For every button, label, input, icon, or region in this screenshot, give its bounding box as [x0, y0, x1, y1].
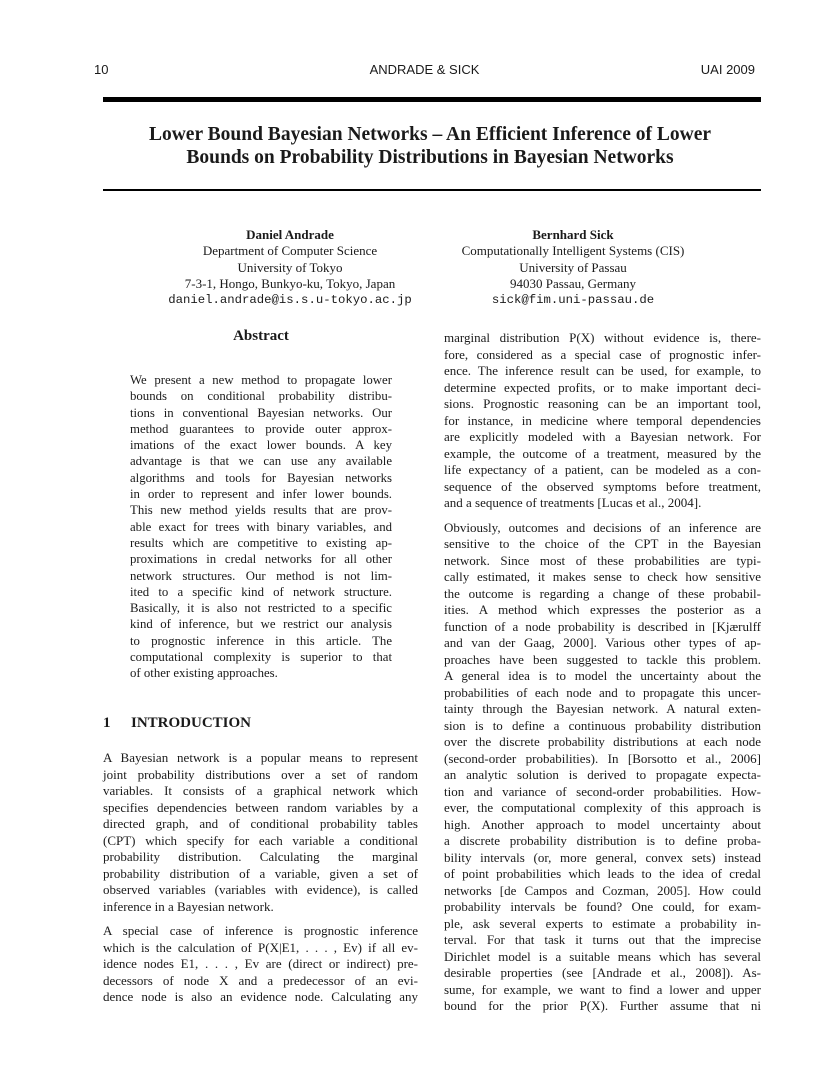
title-top-rule: [103, 97, 761, 102]
text-line: tions in conventional Bayesian networks. Our: [130, 405, 392, 420]
text-line: networks [de Campos and Cozman, 2005]. How could: [444, 882, 761, 898]
text-line: A Bayesian network is a popular means to represent: [103, 750, 418, 765]
text-line: probabilities of each node and to propagate this uncer-: [444, 684, 761, 700]
text-line: ities. A method which expresses the posterior as a: [444, 602, 761, 617]
text-line: of point probabilities which leads to the idea of credal: [444, 866, 761, 881]
text-line: bility intervals (or, more general, convex sets) instead: [444, 849, 761, 865]
running-header: [94, 62, 755, 78]
text-line: method guarantees to provide outer approx-: [130, 421, 392, 436]
author-affiliation: University of Tokyo: [237, 259, 343, 275]
text-line: advantage is that we can use any available: [130, 454, 392, 469]
text-line: proaches have been suggested to tackle this problem.: [444, 651, 761, 667]
author-affiliation: University of Passau: [519, 259, 627, 275]
section-number: 1: [103, 715, 111, 731]
text-line: dence node is also an evidence node. Calculating any: [103, 989, 418, 1004]
author-name: Bernhard Sick: [532, 227, 614, 242]
text-line: algorithms and tools for Bayesian networks: [130, 470, 392, 485]
text-line: specifies dependencies between random variables by a: [103, 799, 418, 815]
text-line: over the discrete probability distributions at each node: [444, 734, 761, 749]
text-line: directed graph, and of conditional probability tables: [103, 816, 418, 831]
section-heading: [103, 715, 251, 732]
text-line: variables. It consists of a graphical network which: [103, 783, 418, 798]
text-line: of other existing approaches.: [130, 666, 278, 681]
text-line: probability intervals be found? One could, for exam-: [444, 899, 761, 914]
text-line: sequence of the observed symptoms before treatment,: [444, 478, 761, 494]
text-line: We present a new method to propagate lower: [130, 373, 392, 387]
text-line: probability distribution. Calculating the marginal: [103, 849, 418, 864]
author-affiliation: Computationally Intelligent Systems (CIS): [461, 243, 685, 259]
text-line: bound for the prior P(X). Further assume that ni: [444, 998, 761, 1013]
text-line: and a sequence of treatments [Lucas et al., 2004].: [444, 495, 702, 510]
text-line: terval. For that task it turns out that the imprecise: [444, 932, 761, 947]
left-column-text: [103, 750, 418, 1014]
text-line: sensitive to the choice of the CPT in the Bayesian: [444, 536, 761, 551]
title-line-2: Bounds on Probability Distributions in Bayesian Networks: [186, 147, 674, 168]
abstract-body: [130, 372, 392, 682]
text-line: high. Another approach to model uncertainty about: [444, 816, 761, 832]
text-line: cally estimated, it makes sense to check how sensitive: [444, 569, 761, 584]
text-line: ever, the computational complexity of this approach is: [444, 800, 761, 815]
title-bottom-rule: [103, 189, 761, 191]
running-authors: ANDRADE & SICK: [369, 62, 480, 77]
text-line: able exact for trees with binary variables, and: [130, 519, 392, 534]
author-block-1: [150, 227, 430, 308]
text-line: sion is to define a continuous probability distribution: [444, 717, 761, 733]
author-name: Daniel Andrade: [246, 227, 334, 242]
text-line: observed variables (variables with evidence), is called: [103, 882, 418, 897]
text-line: (second-order probabilities). In [Borsotto et al., 2006]: [444, 750, 761, 766]
text-line: results which are competitive to existing ap-: [130, 535, 392, 550]
text-line: joint probability distributions over a set of random: [103, 766, 418, 782]
text-line: Dirichlet model is a suitable means which has several: [444, 948, 761, 964]
text-line: inference in a Bayesian network.: [103, 898, 274, 914]
author-block-2: [430, 227, 716, 308]
text-line: the outcome is regarding a change of these probabil-: [444, 585, 761, 601]
text-line: Basically, it is also not restricted to a specific: [130, 601, 392, 616]
text-line: proximations in credal networks for all other: [130, 552, 392, 567]
text-line: ence. The inference result can be used, for example, to: [444, 363, 761, 378]
text-line: an analytic solution is derived to propagate expecta-: [444, 767, 761, 782]
text-line: desirable properties (see [Andrade et al., 2008]). As-: [444, 965, 761, 980]
text-line: network structures. Our method is not lim-: [130, 568, 392, 583]
text-line: fore, considered as a special case of prognostic infer-: [444, 346, 761, 362]
text-line: A general idea is to model the uncertainty about the: [444, 668, 761, 683]
text-line: and van der Gaag, 2000]. Various other types of ap-: [444, 635, 761, 650]
text-line: sions. Prognostic reasoning can be an important tool,: [444, 396, 761, 411]
venue-label: UAI 2009: [700, 62, 755, 77]
text-line: network. Since most of these probabilities are typi-: [444, 552, 761, 568]
author-address: 94030 Passau, Germany: [509, 275, 636, 291]
text-line: Obviously, outcomes and decisions of an inference are: [444, 519, 761, 535]
abstract-heading: Abstract: [233, 328, 289, 344]
text-line: computational complexity is superior to that: [130, 650, 392, 665]
page-number: 10: [94, 62, 109, 77]
paragraph: [444, 520, 761, 1015]
text-line: decessors of node X and a predecessor of an evi-: [103, 972, 418, 988]
text-line: life expectancy of a patient, can be modeled as a con-: [444, 462, 761, 477]
section-title: INTRODUCTION: [131, 715, 252, 731]
text-line: marginal distribution P(X) without evidence is, there-: [444, 330, 761, 345]
text-line: function of a node probability is described in [Kjærulff: [444, 618, 761, 634]
text-line: which is the calculation of P(X|E1, . . . , Ev) if all ev-: [103, 939, 418, 955]
author-affiliation: Department of Computer Science: [202, 243, 378, 259]
text-line: a discrete probability distribution is to define proba-: [444, 833, 761, 848]
author-email: daniel.andrade@is.s.u-tokyo.ac.jp: [168, 293, 412, 308]
text-line: sume, for example, we want to find a lower and upper: [444, 981, 761, 997]
text-line: for instance, in medicine where temporal dependencies: [444, 412, 761, 428]
title-line-1: Lower Bound Bayesian Networks – An Efficient Inference of Lower: [148, 124, 712, 145]
text-line: to prognostic inference in this article. The: [130, 633, 392, 648]
text-line: in order to represent and infer lower bounds.: [130, 487, 392, 502]
text-line: ple, ask several experts to estimate a probability in-: [444, 915, 761, 931]
text-line: are explicitly modeled with a Bayesian network. For: [444, 429, 761, 444]
paragraph: [444, 330, 761, 512]
text-line: determine expected profits, or to make important deci-: [444, 379, 761, 395]
author-address: 7-3-1, Hongo, Bunkyo-ku, Tokyo, Japan: [184, 275, 396, 291]
right-column-text: [444, 330, 761, 1023]
paper-title: [95, 123, 765, 169]
text-line: imations of the exact lower bounds. A key: [130, 438, 392, 453]
text-line: ited to a specific kind of network structure.: [130, 584, 392, 599]
text-line: kind of inference, but we restrict our analysis: [130, 617, 392, 632]
text-line: tion and variance of second-order probabilities. How-: [444, 783, 761, 799]
paragraph: [103, 923, 418, 1006]
text-line: A special case of inference is prognostic inference: [103, 923, 418, 938]
text-line: (CPT) which specify for each variable a conditional: [103, 832, 418, 848]
text-line: bounds on conditional probability distribu-: [130, 389, 392, 404]
text-line: This new method yields results that are prov-: [130, 503, 392, 518]
text-line: idence nodes E1, . . . , Ev are (direct or indirect) pre-: [103, 956, 418, 971]
paragraph: [103, 750, 418, 915]
text-line: probability distribution of a variable, given a set of: [103, 865, 418, 881]
text-line: tainty through the Bayesian network. A natural exten-: [444, 701, 761, 716]
text-line: example, the outcome of a treatment, measured by the: [444, 445, 761, 461]
author-email: sick@fim.uni-passau.de: [491, 293, 655, 308]
